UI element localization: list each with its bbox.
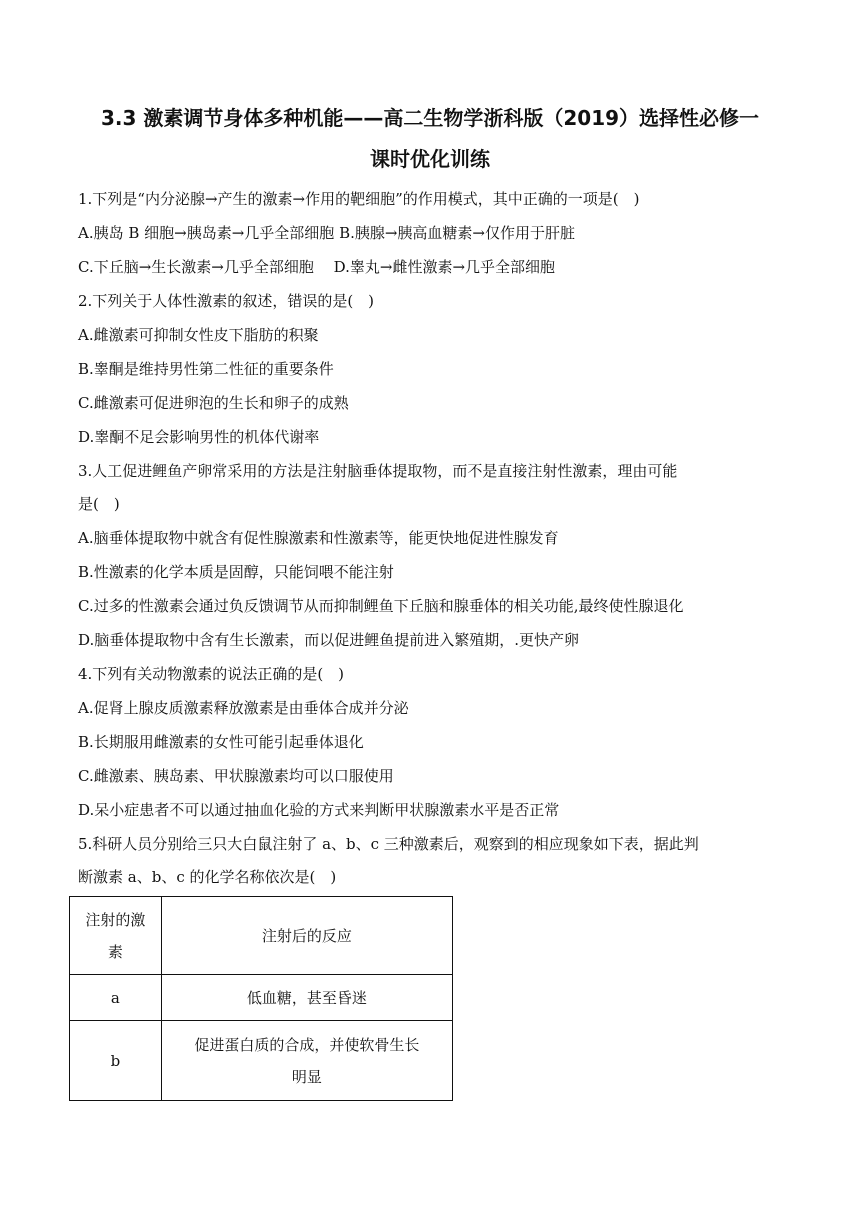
header-hormone-cell xyxy=(70,897,162,975)
question-3-stem-cont: 是( ) xyxy=(78,495,120,513)
question-4-stem: 4.下列有关动物激素的说法正确的是( ) xyxy=(78,665,345,683)
question-3-stem: 3.人工促进鲤鱼产卵常采用的方法是注射脑垂体提取物，而不是直接注射性激素，理由可能 xyxy=(78,462,678,480)
question-1-stem: 1.下列是“内分泌腺→产生的激素→作用的靶细胞”的作用模式，其中正确的一项是( ) xyxy=(78,190,640,208)
table-row xyxy=(70,1021,453,1101)
reaction-line-1: 低血糖，甚至昏迷 xyxy=(246,988,367,1007)
question-1-options-cd: C.下丘脑→生长激素→几乎全部细胞 D.睾丸→雌性激素→几乎全部细胞 xyxy=(78,258,556,276)
question-3-option-c: C.过多的性激素会通过负反馈调节从而抑制鲤鱼下丘脑和腺垂体的相关功能,最终使性腺退化 xyxy=(78,597,684,615)
question-3-option-b: B.性激素的化学本质是固醇，只能饲喂不能注射 xyxy=(78,563,394,581)
question-4-option-d: D.呆小症患者不可以通过抽血化验的方式来判断甲状腺激素水平是否正常 xyxy=(78,801,560,819)
header-hormone-line-1: 注射的激 xyxy=(85,910,146,929)
reaction-line-1: 促进蛋白质的合成，并使软骨生长 xyxy=(194,1035,420,1054)
question-2-option-b: B.睾酮是维持男性第二性征的重要条件 xyxy=(78,360,334,378)
reaction-cell xyxy=(161,975,452,1021)
question-4-option-b: B.长期服用雌激素的女性可能引起垂体退化 xyxy=(78,733,364,751)
header-reaction-cell: 注射后的反应 xyxy=(161,897,452,975)
document-title-line-2: 课时优化训练 xyxy=(370,147,490,171)
question-2-option-c: C.雌激素可促进卵泡的生长和卵子的成熟 xyxy=(78,394,349,412)
question-2-stem: 2.下列关于人体性激素的叙述，错误的是( ) xyxy=(78,292,375,310)
document-title-line-1: 3.3 激素调节身体多种机能——高二生物学浙科版（2019）选择性必修一 xyxy=(100,106,760,130)
hormone-injection-table xyxy=(69,896,453,1101)
reaction-cell xyxy=(161,1021,452,1101)
question-5-stem: 5.科研人员分别给三只大白鼠注射了 a、b、c 三种激素后，观察到的相应现象如下表，据此判 xyxy=(78,835,699,853)
question-5-stem-cont: 断激素 a、b、c 的化学名称依次是( ) xyxy=(78,868,337,886)
question-4-option-c: C.雌激素、胰岛素、甲状腺激素均可以口服使用 xyxy=(78,767,394,785)
table-header-row xyxy=(70,897,453,975)
question-3-option-d: D.脑垂体提取物中含有生长激素，而以促进鲤鱼提前进入繁殖期，.更快产卵 xyxy=(78,631,580,649)
table-row xyxy=(70,975,453,1021)
question-3-option-a: A.脑垂体提取物中就含有促性腺激素和性激素等，能更快地促进性腺发育 xyxy=(78,529,559,547)
reaction-line-2: 明显 xyxy=(291,1067,322,1086)
hormone-cell: b xyxy=(70,1021,162,1101)
hormone-cell: a xyxy=(70,975,162,1021)
question-2-option-a: A.雌激素可抑制女性皮下脂肪的积聚 xyxy=(78,326,319,344)
question-1-options-ab: A.胰岛 B 细胞→胰岛素→几乎全部细胞 B.胰腺→胰高血糖素→仅作用于肝脏 xyxy=(78,224,575,242)
header-hormone-line-2: 素 xyxy=(107,942,123,961)
question-2-option-d: D.睾酮不足会影响男性的机体代谢率 xyxy=(78,428,320,446)
question-4-option-a: A.促肾上腺皮质激素释放激素是由垂体合成并分泌 xyxy=(78,699,409,717)
